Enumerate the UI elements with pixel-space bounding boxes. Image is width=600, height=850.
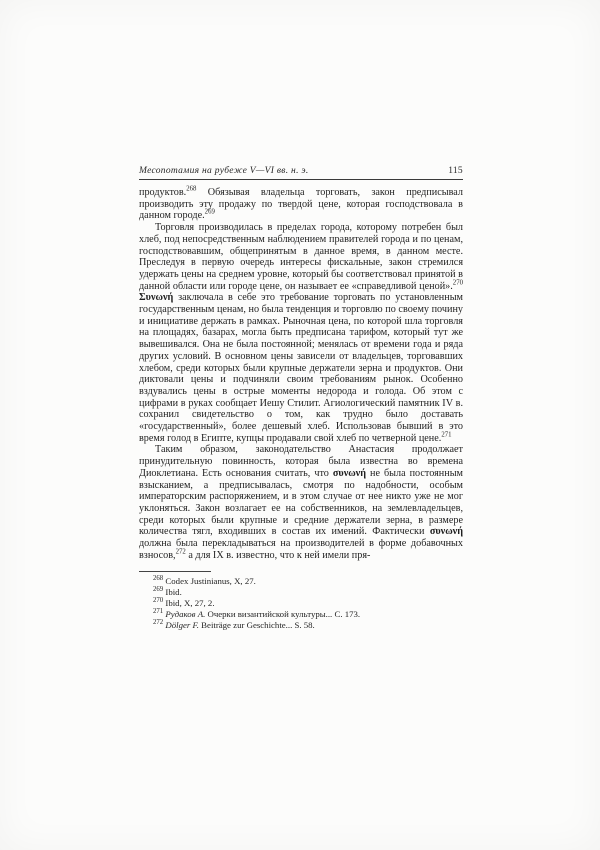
body-text <box>139 187 463 562</box>
text-segment: заключала в себе это требование торговать по установленным государственным ценам, но была тенденция и торговлю по своему почину и инициативе держать в рамках. Рыночная цена, по которой шла торговля на площадях, базарах, могла быть предписана тарифом, который тут же вывешивался. Она не была постоянной; менялась от времени года и ряда других условий. В основном цены зависели от владельцев, торговавших хлебом, среди которых были крупные держатели зерна и продуктов. Они диктовали цены и подчиняли своим требованиям рынок. Особенно вздувались цены в острые моменты недорода и голода. Об этом с цифрами в руках сообщает Иешу Стилит. Агиологический памятник IV в. сохранил свидетельство о том, как трудно было доставать «государственный», более дешевый хлеб. Использовав бывший в это время голод в Египте, купцы продавали свой хлеб по четверной цене. <box>139 292 463 444</box>
footnote-ref: 270 <box>452 279 463 287</box>
footnote <box>139 609 463 620</box>
footnote-ref: 268 <box>153 574 164 582</box>
text-segment: Ibid, X, 27, 2. <box>163 597 215 608</box>
footnote <box>139 576 463 587</box>
text-segment: Codex Justinianus, X, 27. <box>163 575 256 586</box>
page-number: 115 <box>448 166 463 176</box>
text-segment: συνωνή <box>429 526 463 538</box>
text-segment: Dölger F. <box>165 619 199 630</box>
footnote-ref: 269 <box>204 209 215 217</box>
footnote-ref: 272 <box>175 548 186 556</box>
text-segment: Ibid. <box>163 586 182 597</box>
text-segment: Очерки византийской культуры... С. 173. <box>205 608 361 619</box>
footnote <box>139 598 463 609</box>
footnote-ref: 269 <box>153 585 164 593</box>
footnote-ref: 270 <box>153 596 164 604</box>
footnote-ref: 272 <box>153 618 164 626</box>
paragraph <box>139 187 463 222</box>
paragraph <box>139 444 463 561</box>
text-segment: а для IX в. известно, что к ней имели пря- <box>185 549 371 561</box>
text-segment: Рудаков А. <box>165 608 206 619</box>
footnote <box>139 620 463 631</box>
footnote-separator <box>139 571 211 572</box>
header-rule <box>139 179 463 180</box>
text-block <box>139 166 463 631</box>
footnote-ref: 271 <box>153 607 164 615</box>
text-segment: Таким образом, законодательство Анастасия продолжает принудительную повинность, которая была известна во времена Диоклетиана. Есть основания считать, что <box>139 444 463 479</box>
footnote-ref: 271 <box>441 431 452 439</box>
paragraph <box>139 222 463 444</box>
text-segment: Торговля производилась в пределах города, которому потребен был хлеб, под непосредственным наблюдением правителей города и по ценам, господствовавшим, общепринятым в данное время, в данном месте. Преследуя в первую очередь интересы фискальные, закон стремился удержать цены на среднем уровне, который бы соответствовал принятой в данной области или городе цене, он называет ее «справедливой ценой». <box>139 222 463 292</box>
text-segment: продуктов. <box>139 187 187 198</box>
text-segment: συνωνή <box>332 467 367 479</box>
footnote-ref: 268 <box>186 185 197 193</box>
text-segment: должна была перекладываться на производителей в форме добавочных взносов, <box>139 538 463 561</box>
text-segment: Beiträge zur Geschichte... S. 58. <box>198 619 315 630</box>
text-segment: Обязывая владельца торговать, закон предписывал производить эту продажу по твердой цене, которая господствовала в данном городе. <box>139 187 463 222</box>
text-segment: не была постоянным взысканием, а предписывалась, смотря по надобности, особым императорским распоряжением, и в этом случае от нее никто уже не мог уклоняться. Закон возлагает ее на собственников, на землевладельцев, среди которых были крупные и средние держатели зерна, в размере количества тягл, входивших в состав их имений. Фактически <box>139 467 463 538</box>
running-title: Месопотамия на рубеже V—VI вв. н. э. <box>139 166 309 176</box>
footnote <box>139 587 463 598</box>
footnotes <box>139 576 463 631</box>
running-header <box>139 166 463 176</box>
text-segment: Συνωνή <box>139 292 174 304</box>
